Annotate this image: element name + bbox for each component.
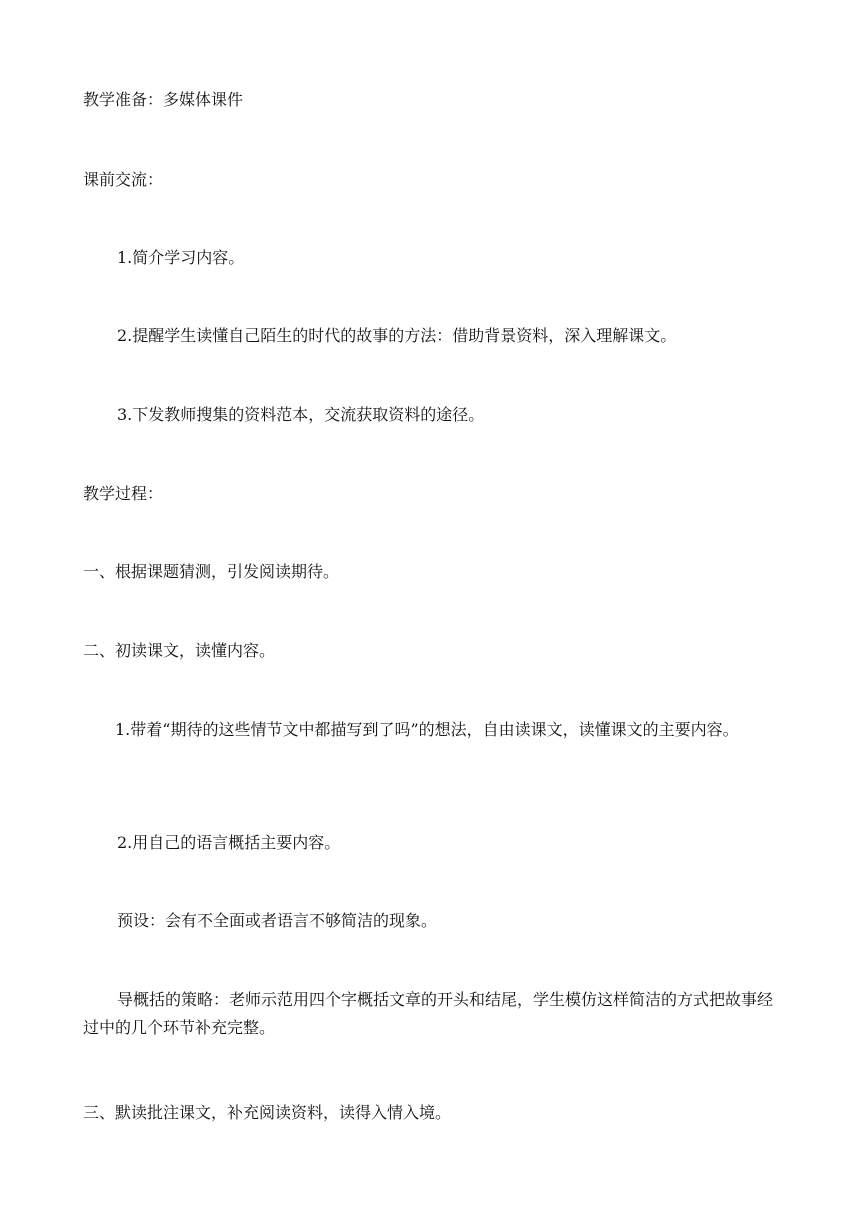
paragraph-section-2-item-1: 1.带着“期待的这些情节文中都描写到了吗”的想法，自由读课文，读懂课文的主要内容。 [115,720,739,739]
paragraph-section-1: 一、根据课题猜测，引发阅读期待。 [83,562,340,581]
paragraph-section-2-item-2: 2.用自己的语言概括主要内容。 [117,833,341,852]
paragraph-process-heading: 教学过程： [83,484,164,503]
paragraph-preset: 预设：会有不全面或者语言不够简洁的现象。 [117,911,438,930]
paragraph-pre-class-item-3: 3.下发教师搜集的资料范本，交流获取资料的途径。 [117,405,485,424]
paragraph-section-2: 二、初读课文，读懂内容。 [83,641,276,660]
paragraph-teaching-prep: 教学准备：多媒体课件 [83,90,244,109]
paragraph-pre-class-heading: 课前交流： [83,170,164,189]
paragraph-strategy: 导概括的策略：老师示范用四个字概括文章的开头和结尾，学生模仿这样简洁的方式把故事经过中的几个环节补充完整。 [83,990,774,1037]
paragraph-pre-class-item-2: 2.提醒学生读懂自己陌生的时代的故事的方法：借助背景资料，深入理解课文。 [117,326,677,345]
paragraph-section-3: 三、默读批注课文，补充阅读资料，读得入情入境。 [83,1103,452,1122]
paragraph-pre-class-item-1: 1.简介学习内容。 [117,248,245,267]
